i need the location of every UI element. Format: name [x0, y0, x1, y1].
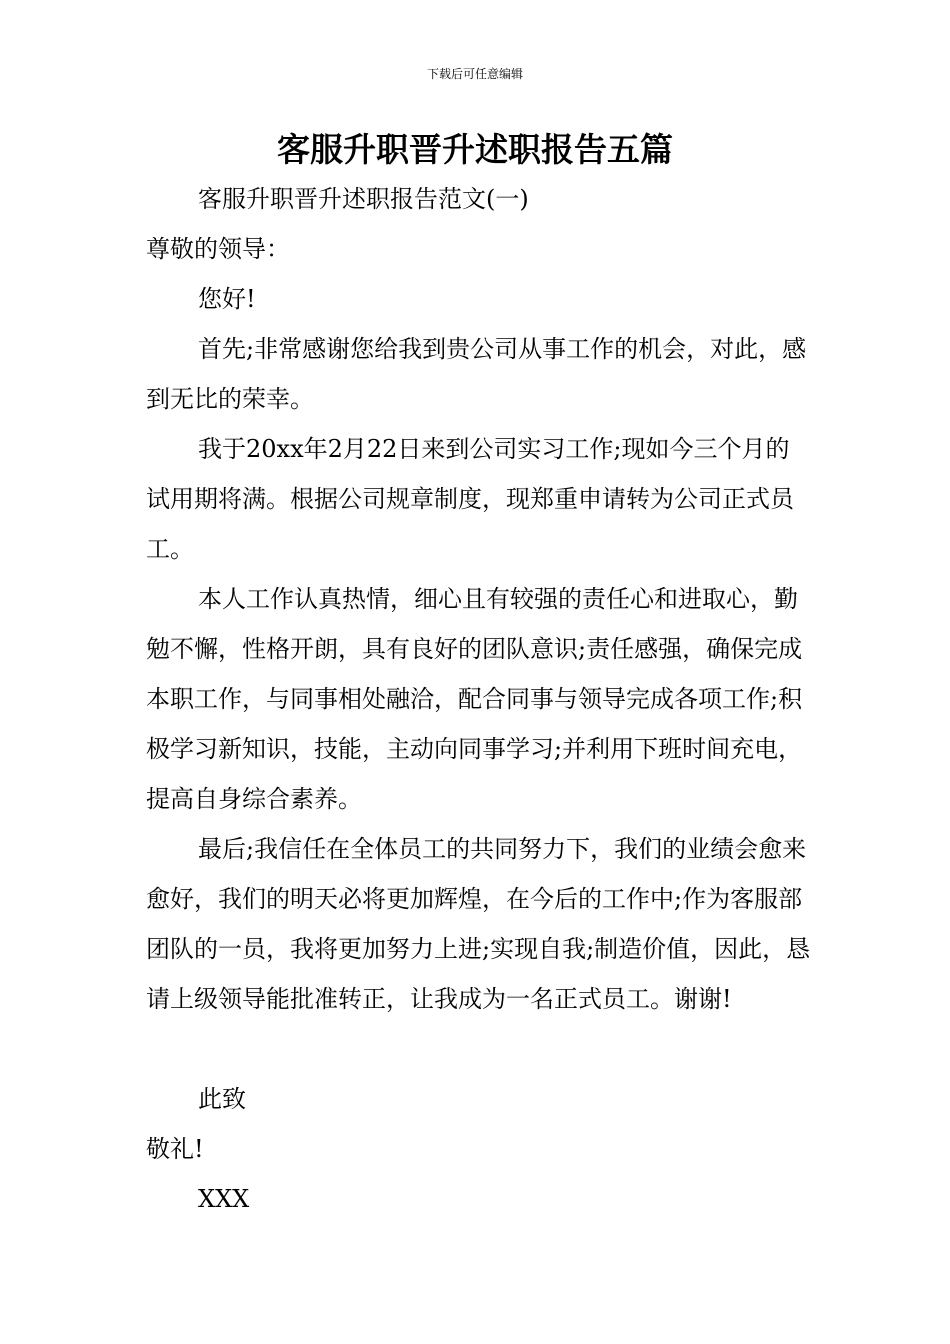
greeting: 您好!	[198, 285, 256, 313]
paragraph-4: 最后;我信任在全体员工的共同努力下，我们的业绩会愈来愈好，我们的明天必将更加辉煌，在今后的工作中;作为客服部团队的一员，我将更加努力上进;实现自我;制造价值，因此，恳请上级领导能批准转正，让我成为一名正式员工。谢谢!	[146, 835, 811, 1013]
paragraph-1: 首先;非常感谢您给我到贵公司从事工作的机会，对此，感到无比的荣幸。	[146, 335, 807, 413]
regards: 敬礼!	[146, 1135, 204, 1163]
salutation: 尊敬的领导：	[146, 235, 290, 263]
paragraph-2: 我于20xx年2月22日来到公司实习工作;现如今三个月的试用期将满。根据公司规章制度，现郑重申请转为公司正式员工。	[146, 435, 794, 563]
closing: 此致	[198, 1085, 246, 1113]
header-note: 下载后可任意编辑	[426, 67, 523, 81]
signature: XXX	[198, 1185, 250, 1213]
paragraph-3: 本人工作认真热情，细心且有较强的责任心和进取心，勤勉不懈，性格开朗，具有良好的团队意识;责任感强，确保完成本职工作，与同事相处融洽，配合同事与领导完成各项工作;积极学习新知识，技能，主动向同事学习;并利用下班时间充电，提高自身综合素养。	[146, 585, 803, 813]
document-title: 客服升职晋升述职报告五篇	[277, 130, 673, 169]
document-subtitle: 客服升职晋升述职报告范文(一)	[198, 185, 529, 213]
